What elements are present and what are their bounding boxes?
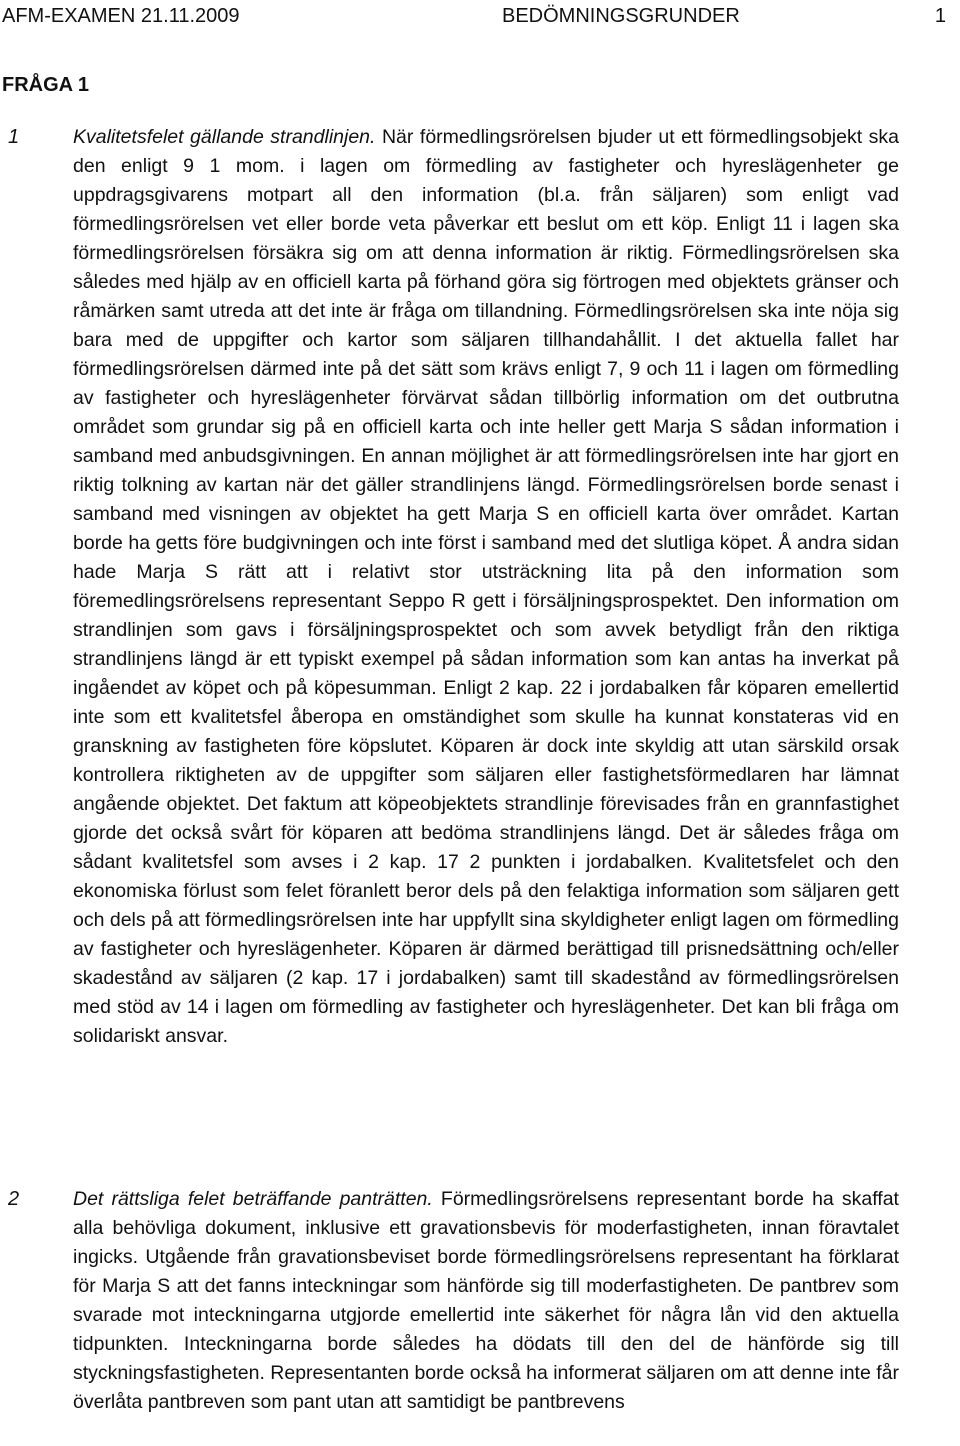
document-type-label: BEDÖMNINGSGRUNDER — [502, 5, 740, 27]
page-number: 1 — [934, 5, 946, 27]
exam-label: AFM-EXAMEN 21.11.2009 — [2, 5, 240, 27]
item-body — [73, 123, 899, 1051]
item-number: 2 — [8, 1188, 20, 1210]
question-title: FRÅGA 1 — [2, 74, 90, 96]
item-heading: Kvalitetsfelet gällande strandlinjen. — [73, 126, 376, 148]
item-text: Förmedlingsrörelsens representant borde ha skaffat alla behövliga dokument, inklusive ett gravationsbevis för moderfastigheten, innan föravtalet ingicks. Utgående från gravationsbeviset borde förmedlingsrörelsens representant ha förklarat för Marja S att det fanns inteckningar som hänförde sig till moderfastigheten. De pantbrev som svarade mot inteckningarna utgjorde emellertid inte säkerhet för några lån vid den aktuella tidpunkten. Inteckningarna borde således ha dödats till den del de hänförde sig till styckningsfastigheten. Representanten borde också ha informerat säljaren om att denne inte får överlåta pantbreven som pant utan att samtidigt be pantbrevens — [73, 1188, 899, 1413]
item-text: När förmedlingsrörelsen bjuder ut ett förmedlingsobjekt ska den enligt 9 1 mom. i lagen om förmedling av fastigheter och hyreslägenheter ge uppdragsgivarens motpart all den information (bl.a. från säljaren) som enligt vad förmedlingsrörelsen vet eller borde veta påverkar ett beslut om ett köp. Enligt 11 i lagen ska förmedlingsrörelsen försäkra sig om att denna information är riktig. Förmedlingsrörelsen ska således med hjälp av en officiell karta på förhand göra sig förtrogen med objektets gränser och råmärken samt utreda att det inte är fråga om tillandning. Förmedlingsrörelsen ska inte nöja sig bara med de uppgifter och kartor som säljaren tillhandahållit. I det aktuella fallet har förmedlingsrörelsen därmed inte på det sätt som krävs enligt 7, 9 och 11 i lagen om förmedling av fastigheter och hyreslägenheter förvärvat sådan tillbörlig information om det outbrutna området som grundar sig på en officiell karta och inte heller gett Marja S sådan information i samband med anbudsgivningen. En annan möjlighet är att förmedlingsrörelsen inte har gjort en riktig tolkning av kartan när det gäller strandlinjens längd. Förmedlingsrörelsen borde senast i samband med visningen av objektet ha gett Marja S en officiell karta över området. Kartan borde ha getts före budgivningen och inte först i samband med det slutliga köpet. Å andra sidan hade Marja S rätt att i relativt stor utsträckning lita på den information som föremedlingsrörelsens representant Seppo R gett i försäljningsprospektet. Den information om strandlinjen som gavs i försäljningsprospektet och som avvek betydligt från den riktiga strandlinjens längd är ett typiskt exempel på sådan information som kan antas ha inverkat på ingåendet av köpet och på köpesumman. Enligt 2 kap. 22 i jordabalken får köparen emellertid inte som ett kvalitetsfel åberopa en omständighet som skulle ha kunnat konstateras vid en granskning av fastigheten före köpslutet. Köparen är dock inte skyldig att utan särskild orsak kontrollera riktigheten av de uppgifter som säljaren eller fastighetsförmedlaren har lämnat angående objektet. Det faktum att köpeobjektets strandlinje förevisades från en grannfastighet gjorde det också svårt för köparen att bedöma strandlinjens längd. Det är således fråga om sådant kvalitetsfel som avses i 2 kap. 17 2 punkten i jordabalken. Kvalitetsfelet och den ekonomiska förlust som felet föranlett beror dels på den felaktiga information som säljaren gett och dels på att förmedlingsrörelsen inte har uppfyllt sina skyldigheter enligt lagen om förmedling av fastigheter och hyreslägenheter. Köparen är därmed berättigad till prisnedsättning och/eller skadestånd av säljaren (2 kap. 17 i jordabalken) samt till skadestånd av förmedlingsrörelsen med stöd av 14 i lagen om förmedling av fastigheter och hyreslägenheter. Det kan bli fråga om solidariskt ansvar. — [73, 126, 899, 1047]
page-header — [2, 3, 946, 29]
item-heading: Det rättsliga felet beträffande panträtten. — [73, 1188, 433, 1210]
item-number: 1 — [8, 126, 20, 148]
item-body — [73, 1185, 899, 1417]
